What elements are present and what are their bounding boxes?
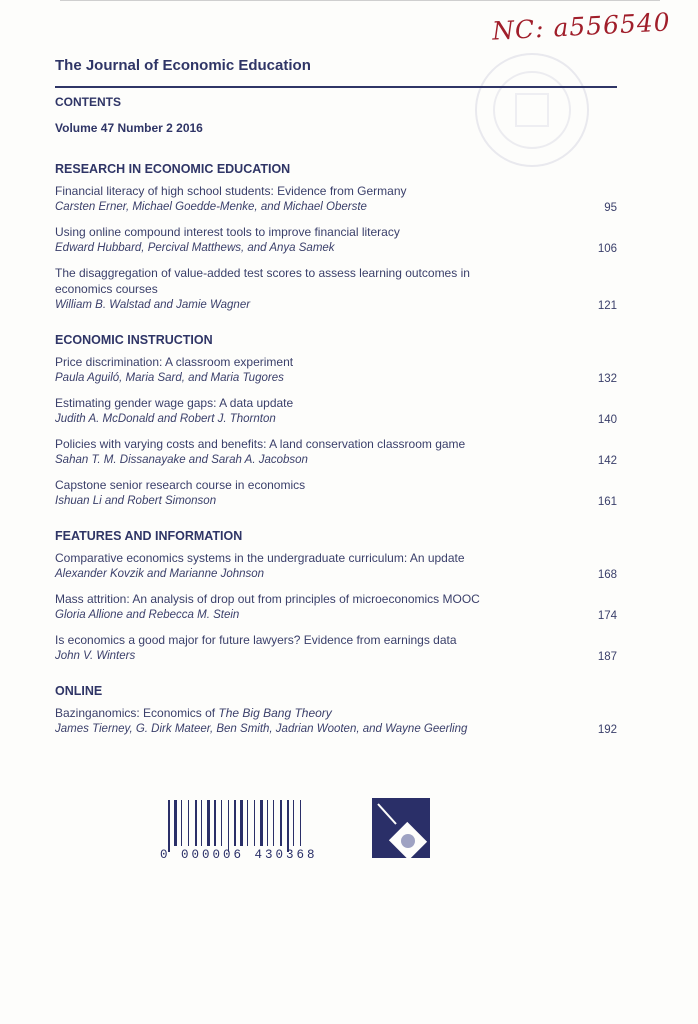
page-number: 142 bbox=[597, 455, 617, 467]
article-title: Using online compound interest tools to improve financial literacy bbox=[55, 225, 400, 239]
article-authors: William B. Walstad and Jamie Wagner bbox=[55, 299, 251, 311]
toc-entry[interactable] bbox=[55, 436, 617, 468]
page-number: 174 bbox=[597, 610, 617, 622]
barcode-bar bbox=[228, 800, 229, 852]
top-edge-line bbox=[60, 0, 660, 1]
barcode-bar bbox=[195, 800, 197, 846]
toc-entry[interactable] bbox=[55, 705, 617, 737]
article-authors: Paula Aguiló, Maria Sard, and Maria Tugores bbox=[55, 372, 284, 384]
toc-entry[interactable] bbox=[55, 632, 617, 664]
article-authors: Sahan T. M. Dissanayake and Sarah A. Jacobson bbox=[55, 454, 308, 466]
article-title: Mass attrition: An analysis of drop out from principles of microeconomics MOOC bbox=[55, 592, 480, 606]
section-title: ECONOMIC INSTRUCTION bbox=[55, 333, 213, 347]
article-title: Is economics a good major for future lawyers? Evidence from earnings data bbox=[55, 633, 457, 647]
barcode-bar bbox=[234, 800, 236, 846]
page-number: 168 bbox=[597, 569, 617, 581]
barcode-bar bbox=[287, 800, 289, 852]
section-title: FEATURES AND INFORMATION bbox=[55, 529, 243, 543]
barcode-bar bbox=[207, 800, 210, 846]
section-title: ONLINE bbox=[55, 684, 103, 698]
section-research bbox=[55, 162, 617, 322]
publisher-logo-icon bbox=[372, 798, 432, 860]
barcode-bar bbox=[221, 800, 222, 846]
article-authors: Ishuan Li and Robert Simonson bbox=[55, 495, 217, 507]
toc-entry[interactable] bbox=[55, 591, 617, 623]
article-authors: Alexander Kovzik and Marianne Johnson bbox=[55, 568, 265, 580]
page-number: 192 bbox=[597, 724, 617, 736]
barcode-bar bbox=[273, 800, 274, 846]
issue-info: Volume 47 Number 2 2016 bbox=[55, 121, 203, 135]
section-features bbox=[55, 529, 617, 673]
barcode-bar bbox=[300, 800, 301, 846]
barcode-bars bbox=[168, 800, 380, 852]
barcode-bar bbox=[214, 800, 216, 846]
barcode-bar bbox=[188, 800, 189, 846]
page-number: 161 bbox=[597, 496, 617, 508]
barcode-bar bbox=[181, 800, 182, 846]
barcode-bar bbox=[247, 800, 248, 846]
section-online bbox=[55, 684, 617, 746]
toc-entry[interactable] bbox=[55, 477, 617, 509]
handwritten-note: NC: a556540 bbox=[491, 7, 672, 46]
article-title: Comparative economics systems in the undergraduate curriculum: An update bbox=[55, 551, 465, 565]
article-authors: Carsten Erner, Michael Goedde-Menke, and Michael Oberste bbox=[55, 201, 367, 213]
toc-entry[interactable] bbox=[55, 224, 617, 256]
faint-library-stamp bbox=[472, 50, 592, 170]
contents-label: CONTENTS bbox=[55, 95, 121, 109]
barcode-bar bbox=[240, 800, 243, 846]
title-rule bbox=[55, 86, 617, 88]
barcode-bar bbox=[260, 800, 263, 846]
barcode-bar bbox=[168, 800, 170, 852]
barcode-bar bbox=[267, 800, 268, 846]
page-number: 95 bbox=[604, 202, 617, 214]
article-title: The disaggregation of value-added test scores to assess learning outcomes in economics courses bbox=[55, 266, 470, 296]
page-number: 106 bbox=[597, 243, 617, 255]
article-title-prefix: Bazinganomics: Economics of bbox=[55, 706, 219, 720]
page-number: 132 bbox=[597, 373, 617, 385]
article-authors: Edward Hubbard, Percival Matthews, and Anya Samek bbox=[55, 242, 335, 254]
page-number: 140 bbox=[597, 414, 617, 426]
article-title-italic: The Big Bang Theory bbox=[218, 706, 332, 720]
page-number: 121 bbox=[597, 300, 617, 312]
barcode-bar bbox=[254, 800, 255, 846]
section-title: RESEARCH IN ECONOMIC EDUCATION bbox=[55, 162, 291, 176]
section-instruction bbox=[55, 333, 617, 518]
article-title bbox=[55, 705, 525, 721]
toc-entry[interactable] bbox=[55, 183, 617, 215]
article-authors: Gloria Allione and Rebecca M. Stein bbox=[55, 609, 240, 621]
journal-title: The Journal of Economic Education bbox=[55, 57, 311, 74]
barcode-digits: 0 000006 430368 bbox=[160, 848, 318, 862]
article-authors: James Tierney, G. Dirk Mateer, Ben Smith, Jadrian Wooten, and Wayne Geerling bbox=[55, 723, 468, 735]
barcode-bar bbox=[174, 800, 177, 846]
toc-entry[interactable] bbox=[55, 550, 617, 582]
toc-entry[interactable] bbox=[55, 395, 617, 427]
barcode-bar bbox=[293, 800, 294, 846]
article-title: Price discrimination: A classroom experiment bbox=[55, 355, 294, 369]
article-title: Financial literacy of high school students: Evidence from Germany bbox=[55, 184, 407, 198]
article-title: Estimating gender wage gaps: A data update bbox=[55, 396, 294, 410]
barcode-bar bbox=[201, 800, 202, 846]
article-title: Capstone senior research course in economics bbox=[55, 478, 306, 492]
article-authors: Judith A. McDonald and Robert J. Thornton bbox=[55, 413, 276, 425]
barcode-bar bbox=[280, 800, 282, 846]
toc-entry[interactable] bbox=[55, 354, 617, 386]
toc-entry[interactable] bbox=[55, 265, 617, 313]
barcode bbox=[160, 798, 440, 870]
article-title: Policies with varying costs and benefits: A land conservation classroom game bbox=[55, 437, 466, 451]
article-authors: John V. Winters bbox=[55, 650, 136, 662]
page-number: 187 bbox=[597, 651, 617, 663]
